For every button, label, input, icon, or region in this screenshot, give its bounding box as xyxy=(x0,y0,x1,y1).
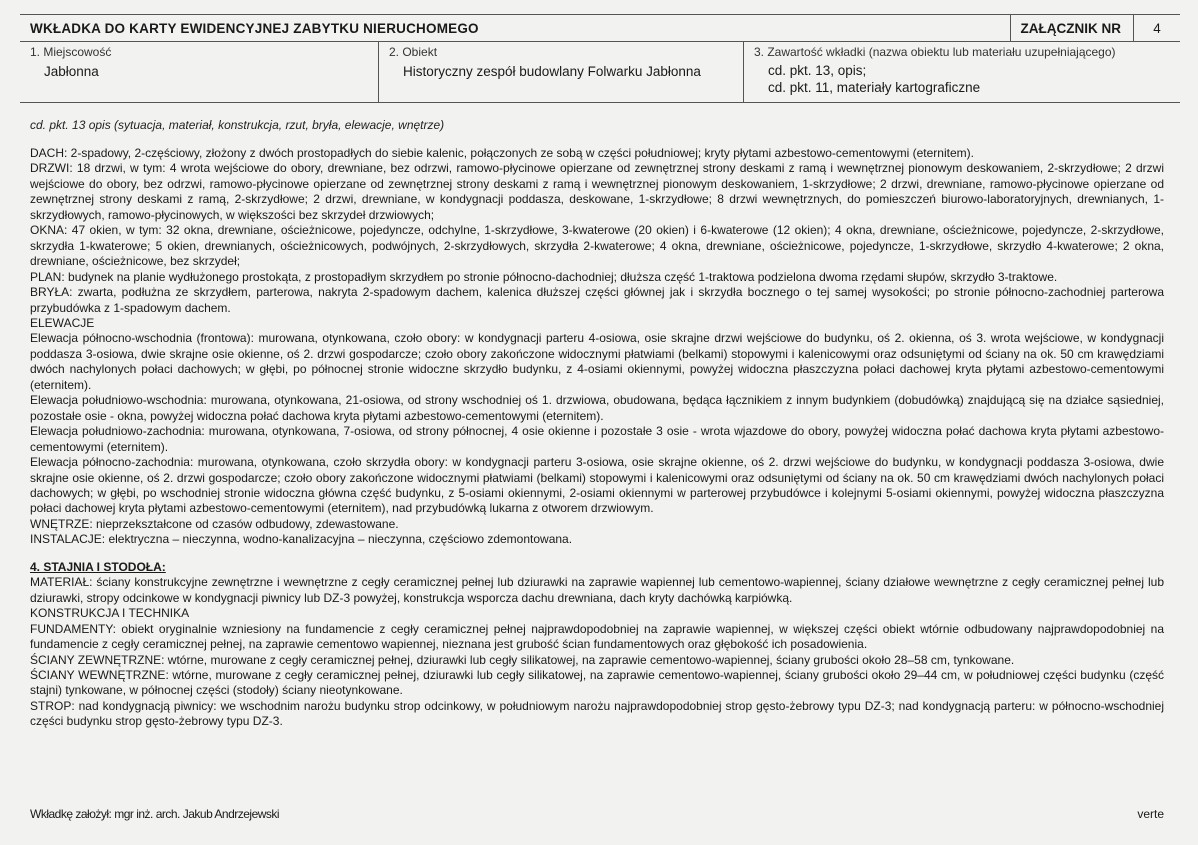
field-object xyxy=(378,42,743,102)
paragraph: ŚCIANY WEWNĘTRZNE: wtórne, murowane z cegły ceramicznej pełnej, dziurawki lub cegły silikatowej, na zaprawie cementowo-wapiennej, ściany grubości około 29–44 cm, w południowej części budynku (część stajni) tynkowane, w północnej części (stodoły) ściany nieotynkowane. xyxy=(30,667,1164,698)
paragraph: FUNDAMENTY: obiekt oryginalnie wzniesiony na fundamencie z cegły ceramicznej pełnej najprawdopodobniej na zaprawie wapiennej, w większej części obiekt wtórnie odbudowany najprawdopodobniej na fundamencie z cegły ceramicznej pełnej, na zaprawie cementowo wapiennej, nieznana jest grubość ścian fundamentowych oraz głębokość ich posadowienia. xyxy=(30,621,1164,652)
paragraph: Elewacja północno-wschodnia (frontowa): murowana, otynkowana, czoło obory: w kondygnacji parteru 4-osiowa, osie skrajne drzwi wejściowe do budynku, oś 2. okienna, oś 3. wrota wejściowe, w kondygnacji poddasza 3-osiowa, dwie skrajne osie okienne, oś 2. drzwi gospodarcze; czoło obory zakończone widocznymi płatwiami (belkami) stopowymi i kalenicowymi oraz odsuniętymi od ściany na ok. 50 cm krawędziami dwóch nachylonych połaci dachowych; w głębi, po północnej stronie widoczne skrzydło budynku, z 4-osiami okiennymi, powyżej widoczna płaszczyzna połaci dachowej kryta płytami azbestowo-cementowymi (eternitem). xyxy=(30,331,1164,392)
paragraph: DRZWI: 18 drzwi, w tym: 4 wrota wejściowe do obory, drewniane, bez odrzwi, ramowo-płycinowe opierzane od zewnętrznej strony deskami z ramą i wewnętrznej pionowym deskowaniem, 2-skrzydłowe; 2 drzwi wejściowe do obory, bez odrzwi, ramowo-płycinowe opierzane od zewnętrznej strony deskami z ramą i wewnętrznej pionowym deskowaniem, 1-skrzydłowe; 2 drzwi, drewniane, ramowo-płycinowe opierzane od zewnętrznej strony deskami z ramą, 2-skrzydłowe; 2 drzwi, drewniane, w kondygnacji poddasza, deskowane, 1-skrzydłowe; 8 drzwi wewnętrznych, do pomieszczeń biurowo-laboratoryjnych, drewnianych, 1-skrzydłowych, ramowo-płycinowych, w większości bez skrzydeł drzwiowych; xyxy=(30,161,1164,222)
field-value: cd. pkt. 13, opis; xyxy=(768,63,867,78)
header-bar xyxy=(20,14,1180,42)
document-title: WKŁADKA DO KARTY EWIDENCYJNEJ ZABYTKU NIERUCHOMEGO xyxy=(30,20,479,36)
paragraph: BRYŁA: zwarta, podłużna ze skrzydłem, parterowa, nakryta 2-spadowym dachem, kalenica dłuższej części głównej jak i skrzydła bocznego o tej samej wysokości; po stronie północno-zachodniej parterowa przybudówka z 1-spadowym dachem. xyxy=(30,285,1164,315)
spacer xyxy=(30,548,1164,560)
attachment-number: 4 xyxy=(1153,20,1161,36)
paragraph-group xyxy=(30,146,1164,548)
fields-row xyxy=(20,42,1180,103)
author-note: Wkładkę założył: mgr inż. arch. Jakub Andrzejewski xyxy=(30,807,280,821)
paragraph: PLAN: budynek na planie wydłużonego prostokąta, z prostopadłym skrzydłem po stronie północno-dachodniej; dłuższa część 1-traktowa podzielona dwoma rzędami słupów, skrzydło 3-traktowe. xyxy=(30,269,1058,284)
field-value: Jabłonna xyxy=(44,64,99,79)
field-value: cd. pkt. 11, materiały kartograficzne xyxy=(768,80,981,95)
field-label: 1. Miejscowość xyxy=(30,45,112,59)
paragraph: Elewacja południowo-zachodnia: murowana, otynkowana, 7-osiowa, od strony północnej, 4 osie okienne i pozostałe 3 osie - wrota wjazdowe do obory, powyżej widoczna połać dachowa kryta płytami azbestowo-cementowymi (eternitem). xyxy=(30,424,1164,454)
paragraph: ELEWACJE xyxy=(30,315,95,330)
paragraph-group xyxy=(30,575,1164,730)
paragraph: KONSTRUKCJA I TECHNIKA xyxy=(30,606,190,621)
paragraph: ŚCIANY ZEWNĘTRZNE: wtórne, murowane z cegły ceramicznej pełnej, dziurawki lub cegły silikatowej, na zaprawie cementowo-wapiennej, ściany grubości około 28–58 cm, tynkowane. xyxy=(30,652,1015,667)
field-value: Historyczny zespół budowlany Folwarku Jabłonna xyxy=(403,64,701,79)
description-body xyxy=(30,146,1164,730)
section-subtitle: cd. pkt. 13 opis (sytuacja, materiał, konstrukcja, rzut, bryła, elewacje, wnętrze) xyxy=(30,118,445,132)
paragraph: INSTALACJE: elektryczna – nieczynna, wodno-kanalizacyjna – nieczynna, częściowo zdemontowana. xyxy=(30,532,573,547)
verte-note: verte xyxy=(1137,807,1164,821)
paragraph: WNĘTRZE: nieprzekształcone od czasów odbudowy, zdewastowane. xyxy=(30,516,399,531)
field-label: 3. Zawartość wkładki (nazwa obiektu lub materiału uzupełniającego) xyxy=(754,45,1116,59)
section-heading: 4. STAJNIA I STODOŁA: xyxy=(30,559,166,574)
attachment-label: ZAŁĄCZNIK NR xyxy=(1020,20,1121,36)
field-locality xyxy=(20,42,378,102)
field-content xyxy=(743,42,1180,102)
paragraph: DACH: 2-spadowy, 2-częściowy, złożony z dwóch prostopadłych do siebie kalenic, połączonych ze sobą w części południowej; kryty płytami azbestowo-cementowymi (eternitem). xyxy=(30,146,974,160)
paragraph: Elewacja południowo-wschodnia: murowana, otynkowana, 21-osiowa, od strony wschodniej oś 1. drzwiowa, obudowana, będąca łącznikiem z innym budynkiem (dobudówką) znajdującą się na działce sąsiedniej, pozostałe osie - okna, powyżej widoczna połać dachowa kryta płytami azbestowo-cementowymi (eternitem). xyxy=(30,393,1164,423)
paragraph: Elewacja północno-zachodnia: murowana, otynkowana, czoło skrzydła obory: w kondygnacji parteru 3-osiowa, osie skrajne okienne, oś 2. drzwi wejściowe do budynku, w kondygnacji poddasza 3-osiowa, dwie skrajne osie okienne, oś 2. drzwi gospodarcze; czoło obory zakończone widocznymi płatwiami (belkami) stopowymi i kalenicowymi oraz odsuniętymi od ściany na ok. 50 cm krawędziami dwóch nachylonych połaci dachowych; w głębi, po wschodniej stronie widoczna główna część budynku, z 5-osiami okiennymi, 2-osiami okiennymi w parterowej przybudówce i kolejnymi 5-osiami okiennymi, powyżej widoczna płaszczyzna połaci dachowej kryta płytami azbestowo-cementowymi (eternitem), nad przybudówką lukarna z otworem drzwiowym. xyxy=(30,455,1164,516)
paragraph: OKNA: 47 okien, w tym: 32 okna, drewniane, ościeżnicowe, pojedyncze, odchylne, 1-skrzydłowe, 3-kwaterowe (20 okien) i 6-kwaterowe (12 okien); 4 okna, drewniane, ościeżnicowe, pojedyncze, 2-skrzydłowe, skrzydła 1-kwaterowe; 5 okien, drewnianych, ościeżnicowych, podwójnych, 2-skrzydłowych, skrzydła 2-kwaterowe; 4 okna, drewniane, ościeżnicowe, pojedyncze, 1-skrzydłowe, skrzydło 4-kwaterowe; 2 okna, drewniane, ościeżnicowe, bez skrzydeł; xyxy=(30,223,1164,269)
field-label: 2. Obiekt xyxy=(389,45,438,59)
paragraph: STROP: nad kondygnacją piwnicy: we wschodnim narożu budynku strop odcinkowy, w południowym narożu najprawdopodobniej strop gęsto-żebrowy typu DZ-3; nad kondygnacją parteru: w północno-wschodniej części budynku strop gęsto-żebrowy typu DZ-3. xyxy=(30,698,1164,729)
paragraph: MATERIAŁ: ściany konstrukcyjne zewnętrzne i wewnętrzne z cegły ceramicznej pełnej lub dziurawki na zaprawie wapiennej lub cementowo-wapiennej, ściany działowe wewnętrzne z cegły ceramicznej pełnej lub dziurawki, stropy odcinkowe w kondygnacji piwnicy lub DZ-3 powyżej, konstrukcja wsporcza dachu drewniana, dach kryty dachówką karpiówką. xyxy=(30,575,1164,605)
